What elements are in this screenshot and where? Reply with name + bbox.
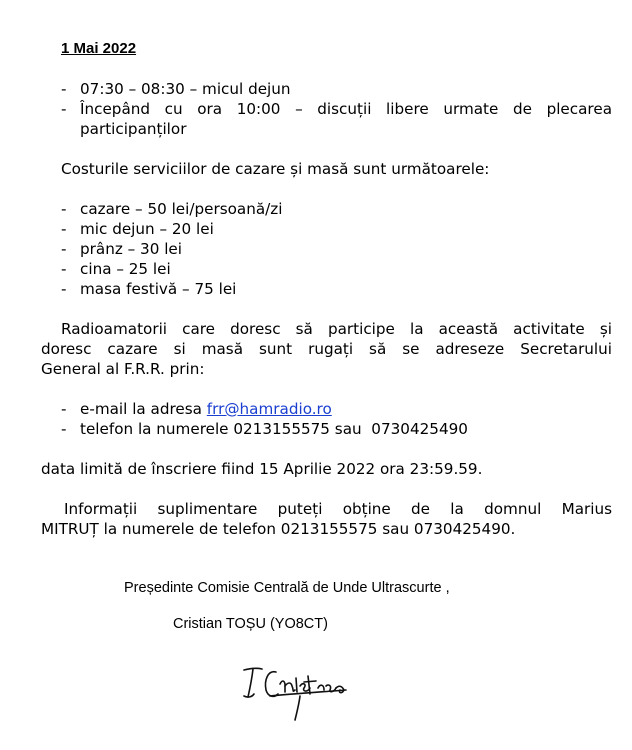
signatory-name: Cristian TOȘU (YO8CT) bbox=[173, 616, 328, 632]
paragraph-line: Informații suplimentare puteți obține de la domnul Marius bbox=[64, 500, 612, 518]
bullet-dash: - bbox=[61, 80, 67, 98]
list-item bbox=[61, 79, 66, 99]
email-link[interactable]: frr@hamradio.ro bbox=[206, 400, 332, 418]
paragraph-line: General al F.R.R. prin: bbox=[41, 360, 205, 378]
cost-item: cazare – 50 lei/persoană/zi bbox=[80, 200, 283, 218]
cost-item: mic dejun – 20 lei bbox=[80, 220, 214, 238]
date-heading: 1 Mai 2022 bbox=[61, 40, 137, 57]
bullet-dash: - bbox=[61, 240, 67, 258]
bullet-dash: - bbox=[61, 400, 67, 418]
costs-intro: Costurile serviciilor de cazare și masă sunt următoarele: bbox=[61, 160, 490, 178]
signatory-title: Președinte Comisie Centrală de Unde Ultrascurte , bbox=[124, 580, 450, 596]
deadline-text: data limită de înscriere fiind 15 Aprilie 2022 ora 23:59.59. bbox=[41, 460, 483, 478]
bullet-dash: - bbox=[61, 260, 67, 278]
schedule-item-continuation: participanților bbox=[80, 120, 187, 138]
paragraph-line: Radioamatorii care doresc să participe la această activitate și bbox=[61, 320, 612, 338]
bullet-dash: - bbox=[61, 220, 67, 238]
email-label: e-mail la adresa bbox=[80, 400, 207, 418]
email-line bbox=[80, 399, 332, 419]
cost-item: masa festivă – 75 lei bbox=[80, 280, 237, 298]
phone-line: telefon la numerele 0213155575 sau 0730425490 bbox=[80, 420, 468, 438]
bullet-dash: - bbox=[61, 280, 67, 298]
bullet-dash: - bbox=[61, 420, 67, 438]
paragraph-line: doresc cazare si masă sunt rugați să se adreseze Secretarului bbox=[41, 340, 612, 358]
schedule-item: Începând cu ora 10:00 – discuții libere urmate de plecarea bbox=[80, 100, 612, 118]
cost-item: prânz – 30 lei bbox=[80, 240, 182, 258]
list-item bbox=[61, 99, 66, 119]
bullet-dash: - bbox=[61, 100, 67, 118]
handwritten-signature bbox=[240, 660, 350, 722]
paragraph-line: MITRUȚ la numerele de telefon 0213155575 sau 0730425490. bbox=[41, 520, 516, 538]
schedule-item: 07:30 – 08:30 – micul dejun bbox=[80, 80, 291, 98]
bullet-dash: - bbox=[61, 200, 67, 218]
cost-item: cina – 25 lei bbox=[80, 260, 171, 278]
